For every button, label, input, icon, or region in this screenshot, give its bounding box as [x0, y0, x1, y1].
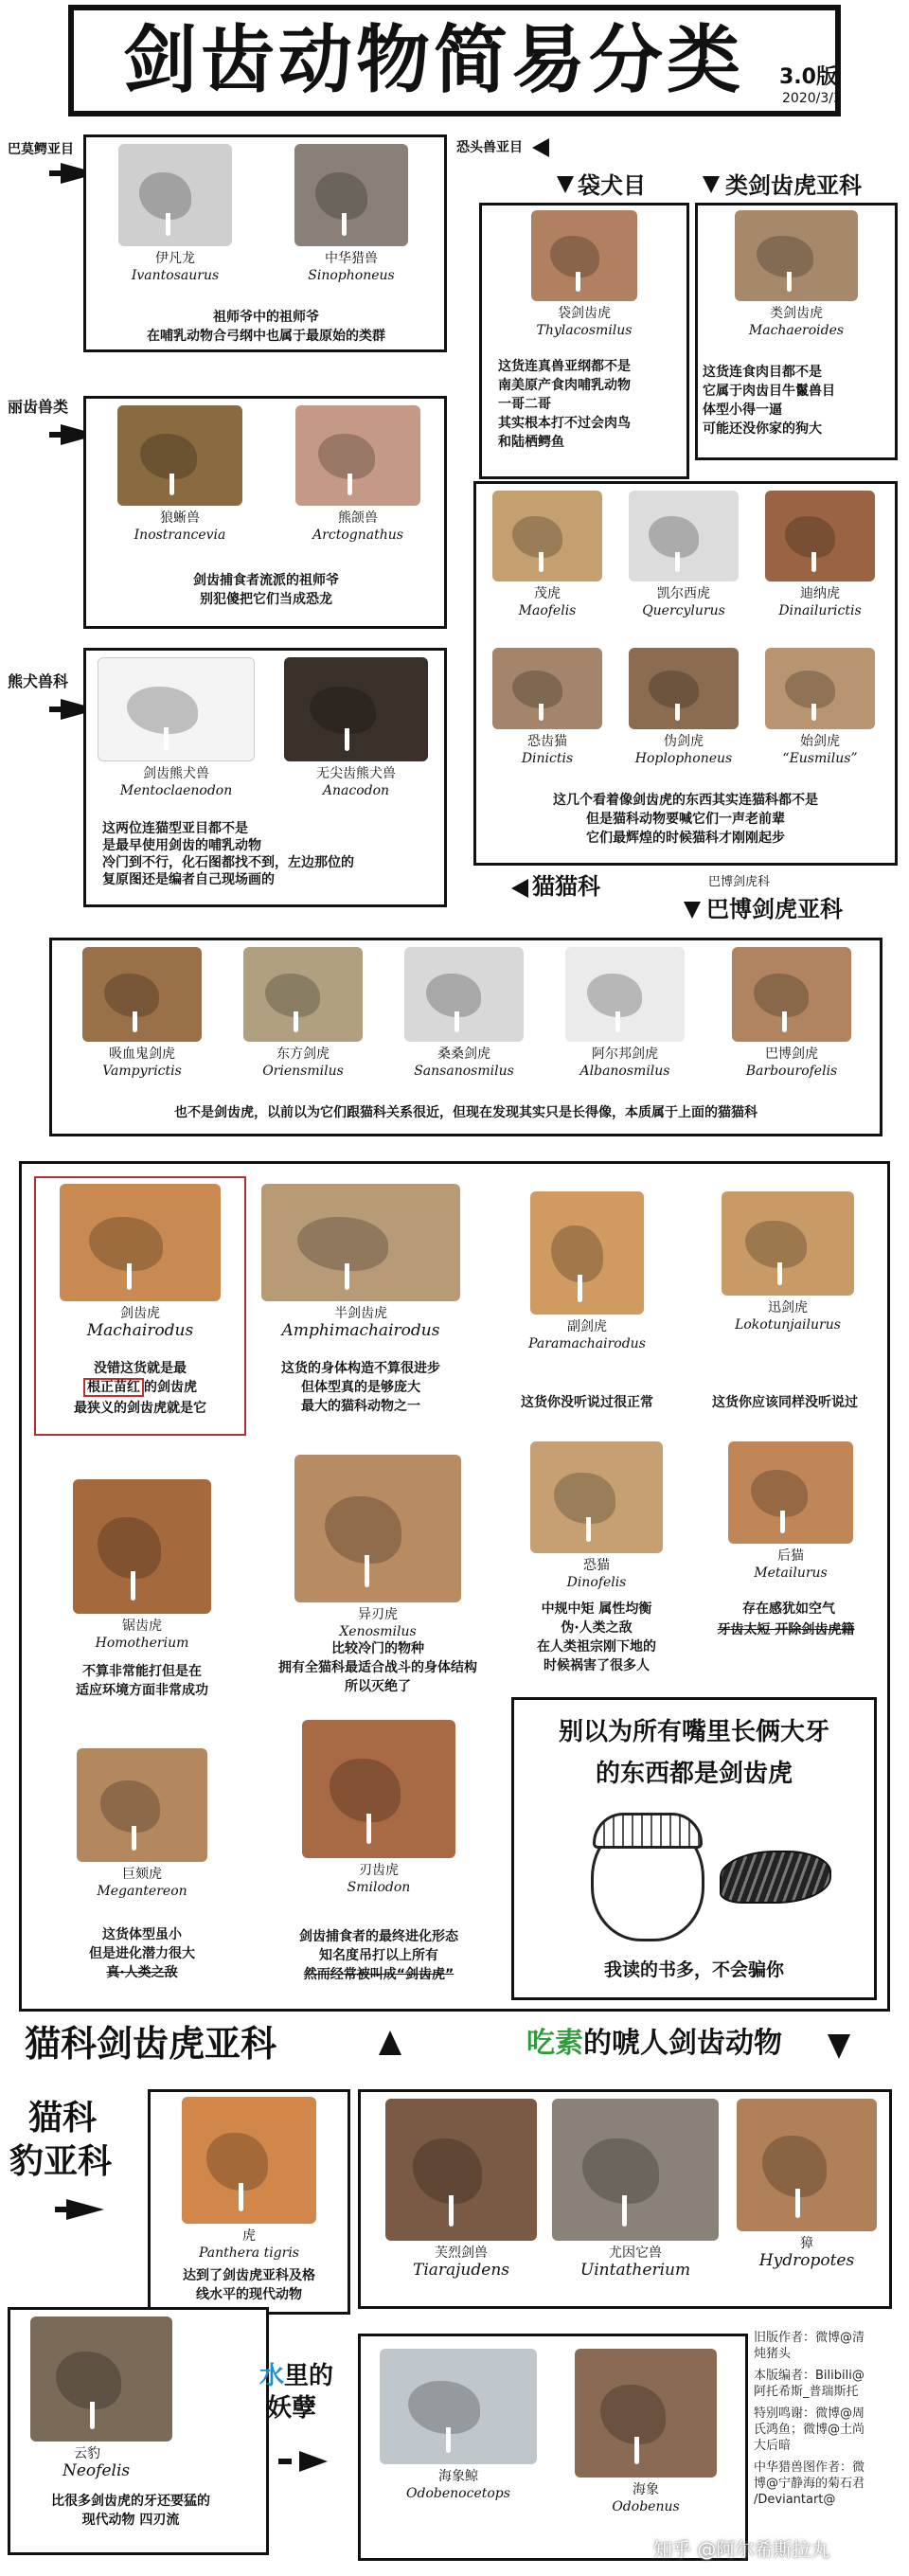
mega-note-3: 真·人类之敌	[106, 1965, 178, 1980]
card-machaeroides	[701, 210, 892, 339]
hydropotes-image	[737, 2099, 877, 2231]
inostrancevia-cn: 狼蜥兽	[160, 510, 200, 526]
homotherium-latin: Homotherium	[95, 1636, 189, 1651]
amphi-note-2: 但体型真的是够庞大	[301, 1380, 420, 1395]
card-lokotunjailurus	[693, 1191, 882, 1333]
card-megantereon	[38, 1748, 246, 1900]
dinofelis-latin: Dinofelis	[566, 1575, 627, 1590]
machaeroides-image	[735, 210, 858, 301]
arrow-right-icon	[299, 2451, 328, 2472]
credit-line-2: 炖猪头	[754, 2347, 792, 2361]
card-dinofelis	[511, 1441, 682, 1591]
odobenocetops-image	[380, 2349, 537, 2464]
barbourofelis-image	[732, 947, 851, 1042]
watermark: 知乎 @阿尔希斯拉丸	[653, 2538, 830, 2561]
smilo-note-3: 然而经常被叫成“剑齿虎”	[303, 1967, 454, 1982]
barbourofelis-latin: Barbourofelis	[745, 1064, 838, 1079]
inostrancevia-image	[117, 405, 242, 506]
label-panther-line2: 豹亚科	[9, 2142, 113, 2181]
label-biarmosuchia: 巴莫鳄亚目	[8, 142, 74, 157]
water-rest: 里的	[284, 2362, 334, 2390]
card-neofelis	[11, 2317, 265, 2479]
meme-book-icon	[720, 1851, 831, 1904]
ivantosaurus-cn: 伊凡龙	[155, 251, 195, 266]
thylacosmilus-latin: Thylacosmilus	[536, 323, 633, 338]
tiarajudens-image	[385, 2099, 537, 2241]
meta-note-2: 牙齿太短 开除剑齿虎籍	[717, 1622, 855, 1637]
card-vampyrictis	[66, 947, 218, 1080]
credit-line-8: 中华猎兽图作者：微	[754, 2460, 865, 2475]
tiger-note-1: 达到了剑齿虎亚科及格	[183, 2268, 315, 2283]
dinailurictis-image	[765, 491, 875, 581]
version-label: 3.0版	[779, 65, 837, 89]
machaeroides-latin: Machaeroides	[748, 323, 845, 338]
smilodon-cn: 刃齿虎	[359, 1863, 399, 1878]
card-albanosmilus	[549, 947, 701, 1080]
card-homotherium	[38, 1479, 246, 1652]
neofelis-latin: Neofelis	[62, 2461, 131, 2480]
card-inostrancevia	[104, 405, 256, 544]
arrow-down-icon	[684, 902, 701, 919]
card-tiger	[152, 2097, 347, 2262]
sansanosmilus-cn: 桑桑剑虎	[437, 1046, 490, 1062]
homo-note-2: 适应环境方面非常成功	[76, 1683, 208, 1698]
neofelis-note-1: 比很多剑齿虎的牙还要猛的	[51, 2494, 210, 2509]
credit-line-4: 阿托希斯_普瑞斯托	[754, 2385, 859, 2399]
thylaco-note-1: 这货连真兽亚纲都不是	[498, 359, 631, 374]
machaeroides-cn: 类剑齿虎	[770, 306, 823, 321]
anacodon-cn: 无尖齿熊犬兽	[316, 766, 396, 781]
smilodon-image	[302, 1720, 455, 1858]
card-barbourofelis	[716, 947, 867, 1080]
tiger-cn: 虎	[242, 2228, 256, 2244]
amphimachairodus-image	[261, 1184, 460, 1301]
arrow-up-icon	[379, 2030, 401, 2055]
page-title: 剑齿动物简易分类	[123, 18, 745, 103]
bear-note-1: 这两位连猫型亚目都不是	[102, 821, 248, 836]
barbourofelinae-note: 也不是剑齿虎，以前以为它们跟猫科关系很近，但现在发现其实只是长得像，本质属于上面的猫猫科	[174, 1105, 758, 1120]
arrow-left-icon	[511, 879, 528, 898]
credit-line-10: /Deviantart@	[754, 2493, 836, 2507]
dinailurictis-cn: 迪纳虎	[800, 586, 840, 601]
albanosmilus-cn: 阿尔邦剑虎	[592, 1046, 658, 1062]
card-machairodus	[38, 1184, 242, 1339]
tiger-image	[182, 2097, 316, 2224]
card-odobenocetops	[365, 2349, 551, 2502]
label-water	[259, 2362, 333, 2390]
odobenus-cn: 海象	[633, 2482, 659, 2497]
card-arctognathus	[282, 405, 434, 544]
machaero-note-4: 可能还没你家的狗大	[703, 421, 822, 437]
mentoclaenodon-latin: Mentoclaenodon	[119, 783, 233, 798]
meme-text-2: 的东西都是剑齿虎	[595, 1760, 793, 1788]
dinofelis-image	[530, 1441, 663, 1553]
credit-line-1: 旧版作者：微博@清	[754, 2331, 865, 2345]
smilo-note-1: 剑齿捕食者的最终进化形态	[299, 1929, 458, 1944]
bear-note-4: 复原图还是编者自己现场画的	[102, 872, 275, 887]
machairodus-note-3: 最狭义的剑齿虎就是它	[74, 1401, 206, 1416]
quercylurus-cn: 凯尔西虎	[657, 586, 710, 601]
neofelis-cn: 云豹	[74, 2446, 100, 2461]
thylaco-note-4: 其实根本打不过会肉鸟	[498, 416, 631, 431]
card-mentoclaenodon	[91, 657, 261, 799]
nimravid-note-2: 但是猫科动物要喊它们一声老前辈	[586, 812, 785, 827]
therapsid-note-2: 在哺乳动物合弓纲中也属于最原始的类群	[147, 329, 385, 344]
arrow-right-icon	[66, 2199, 104, 2220]
label-herbivore	[526, 2027, 782, 2061]
card-hydropotes	[729, 2099, 884, 2269]
vampyrictis-image	[82, 947, 202, 1042]
card-sinophoneus	[271, 144, 432, 284]
mega-note-1: 这货体型虽小	[102, 1927, 182, 1942]
sinophoneus-cn: 中华猎兽	[325, 251, 378, 266]
card-smilodon	[265, 1720, 492, 1896]
dinictis-cn: 恐齿猫	[527, 734, 567, 749]
quercylurus-latin: Quercylurus	[642, 603, 725, 618]
credit-line-6: 氏鸿鱼；微博@土尚	[754, 2423, 865, 2437]
uintatherium-latin: Uintatherium	[579, 2261, 691, 2280]
dino-note-4: 时候祸害了很多人	[544, 1658, 650, 1673]
amphimachairodus-cn: 半剑齿虎	[334, 1306, 387, 1321]
card-dinictis	[481, 648, 614, 767]
albanosmilus-image	[565, 947, 685, 1042]
hoplophoneus-image	[629, 648, 739, 729]
card-metailurus	[701, 1441, 881, 1582]
card-oriensmilus	[227, 947, 379, 1080]
card-amphimachairodus	[252, 1184, 470, 1339]
uintatherium-cn: 尤因它兽	[609, 2245, 662, 2261]
meme-cap-icon	[593, 1813, 703, 1849]
card-quercylurus	[617, 491, 750, 619]
arctognathus-image	[295, 405, 420, 506]
eusmilus-image	[765, 648, 875, 729]
xeno-note-1: 比较冷门的物种	[331, 1641, 424, 1656]
herbivore-highlight: 吃素	[526, 2027, 583, 2060]
label-cat: 猫猫科	[532, 873, 600, 900]
amphi-note-1: 这货的身体构造不算很进步	[281, 1361, 440, 1376]
card-hoplophoneus	[617, 648, 750, 767]
xeno-note-2: 拥有全猫科最适合战斗的身体结构	[278, 1660, 477, 1675]
arctognathus-latin: Arctognathus	[312, 528, 403, 543]
sinophoneus-latin: Sinophoneus	[308, 268, 395, 283]
xenosmilus-cn: 异刃虎	[358, 1607, 398, 1622]
dino-note-1: 中规中矩 属性均衡	[541, 1601, 652, 1617]
credit-line-7: 大后暗	[754, 2439, 792, 2453]
neofelis-image	[30, 2317, 172, 2442]
ivantosaurus-latin: Ivantosaurus	[131, 268, 220, 283]
card-sansanosmilus	[388, 947, 540, 1080]
arrow-left-icon	[532, 138, 549, 157]
card-thylacosmilus	[485, 210, 684, 339]
meta-note-1: 存在感犹如空气	[742, 1601, 835, 1617]
xenosmilus-image	[294, 1455, 461, 1602]
machaero-note-3: 体型小得一逼	[703, 402, 782, 418]
thylacosmilus-cn: 袋剑齿虎	[558, 306, 611, 321]
machairodus-note-1: 没错这货就是最	[94, 1361, 187, 1376]
xeno-note-3: 所以灭绝了	[345, 1679, 411, 1694]
megantereon-image	[77, 1748, 207, 1862]
label-barbourofelinae-small: 巴博剑虎科	[708, 875, 771, 889]
machairodus-note-2b: 的剑齿虎	[144, 1380, 197, 1395]
paramachairodus-latin: Paramachairodus	[528, 1336, 646, 1351]
odobenus-image	[575, 2349, 717, 2478]
bear-note-3: 冷门到不行，化石图都找不到，左边那位的	[102, 855, 354, 870]
card-maofelis	[481, 491, 614, 619]
tiger-latin: Panthera tigris	[199, 2245, 299, 2261]
thylacosmilus-image	[531, 210, 637, 301]
vampyrictis-cn: 吸血鬼剑虎	[109, 1046, 175, 1062]
machairodus-highlight-text: 根正苗红	[83, 1378, 144, 1397]
megantereon-latin: Megantereon	[97, 1884, 187, 1899]
label-dinocephalia: 恐头兽亚目	[456, 140, 523, 155]
eusmilus-cn: 始剑虎	[800, 734, 840, 749]
neofelis-note-2: 现代动物 四刃流	[81, 2513, 180, 2528]
sansanosmilus-latin: Sansanosmilus	[414, 1064, 514, 1079]
thylaco-note-3: 一哥二哥	[498, 397, 551, 412]
therapsid-note-1: 祖师爷中的祖师爷	[213, 310, 319, 325]
dino-note-2: 伪·人类之敌	[561, 1620, 633, 1636]
arrow-down-icon	[557, 176, 574, 193]
label-gorgonopsia: 丽齿兽类	[8, 398, 69, 416]
card-uintatherium	[545, 2099, 725, 2279]
amphi-note-3: 最大的猫科动物之一	[301, 1399, 420, 1414]
hoplophoneus-cn: 伪剑虎	[664, 734, 704, 749]
lokotunjailurus-image	[722, 1191, 854, 1296]
card-ivantosaurus	[95, 144, 256, 284]
label-panther-line1: 猫科	[28, 2099, 98, 2138]
bear-note-2: 是最早使用剑齿的哺乳动物	[102, 838, 261, 853]
barbourofelis-cn: 巴博剑虎	[765, 1046, 818, 1062]
dinictis-latin: Dinictis	[521, 751, 574, 766]
smilodon-latin: Smilodon	[347, 1880, 411, 1895]
label-barbourofelinae: 巴博剑虎亚科	[706, 896, 843, 922]
smilo-note-2: 知名度吊打以上所有	[319, 1948, 438, 1963]
metailurus-cn: 后猫	[777, 1548, 804, 1564]
metailurus-latin: Metailurus	[754, 1565, 828, 1581]
credit-line-9: 博@宁静海的菊石君	[754, 2477, 865, 2491]
gorgon-note-1: 剑齿捕食者流派的祖师爷	[193, 573, 339, 588]
dino-note-3: 在人类祖宗刚下地的	[537, 1639, 656, 1655]
hydropotes-latin: Hydropotes	[758, 2251, 855, 2270]
ivantosaurus-image	[118, 144, 232, 246]
credit-line-3: 本版编者：Bilibili@	[754, 2369, 864, 2383]
card-eusmilus	[754, 648, 886, 767]
megantereon-cn: 巨颏虎	[122, 1867, 162, 1882]
loko-note: 这货你应该同样没听说过	[712, 1395, 858, 1410]
nimravid-note-3: 它们最辉煌的时候猫科才刚刚起步	[586, 831, 785, 846]
lokotunjailurus-cn: 迅剑虎	[768, 1300, 808, 1315]
oriensmilus-latin: Oriensmilus	[262, 1064, 344, 1079]
card-tiarajudens	[371, 2099, 551, 2279]
lokotunjailurus-latin: Lokotunjailurus	[735, 1317, 841, 1333]
anacodon-latin: Anacodon	[322, 783, 390, 798]
maofelis-latin: Maofelis	[518, 603, 577, 618]
vampyrictis-latin: Vampyrictis	[102, 1064, 182, 1079]
paramachairodus-cn: 副剑虎	[567, 1319, 607, 1334]
dinofelis-cn: 恐猫	[583, 1558, 610, 1573]
card-odobenus	[553, 2349, 739, 2515]
homo-note-1: 不算非常能打但是在	[82, 1664, 202, 1679]
maofelis-image	[492, 491, 602, 581]
machaero-note-1: 这货连食肉目都不是	[703, 365, 822, 380]
inostrancevia-latin: Inostrancevia	[134, 528, 226, 543]
odobenocetops-latin: Odobenocetops	[406, 2486, 510, 2501]
homotherium-image	[73, 1479, 211, 1614]
machaero-note-2: 它属于肉齿目牛鬣兽目	[703, 384, 835, 399]
meme-text-1: 别以为所有嘴里长俩大牙	[558, 1718, 829, 1746]
oriensmilus-image	[243, 947, 363, 1042]
metailurus-image	[728, 1441, 853, 1544]
machairodus-cn: 剑齿虎	[120, 1306, 160, 1321]
card-anacodon	[271, 657, 441, 799]
sinophoneus-image	[294, 144, 408, 246]
mega-note-2: 但是进化潜力很大	[89, 1946, 195, 1961]
credit-line-5: 特别鸣谢：微博@周	[754, 2406, 865, 2421]
eusmilus-latin: “Eusmilus”	[782, 751, 858, 766]
quercylurus-image	[629, 491, 739, 581]
tiarajudens-latin: Tiarajudens	[412, 2261, 509, 2280]
dinictis-image	[492, 648, 602, 729]
tiger-note-2: 线水平的现代动物	[196, 2287, 302, 2302]
arrow-down-icon	[828, 2034, 850, 2059]
thylaco-note-5: 和陆栖鳄鱼	[498, 435, 564, 450]
anacodon-image	[284, 657, 428, 761]
mentoclaenodon-cn: 剑齿熊犬兽	[143, 766, 209, 781]
albanosmilus-latin: Albanosmilus	[579, 1064, 670, 1079]
machairodus-note-2	[38, 1379, 242, 1396]
paramachairodus-image	[530, 1191, 644, 1315]
xenosmilus-latin: Xenosmilus	[339, 1624, 417, 1639]
nimravid-note-1: 这几个看着像剑齿虎的东西其实连猫科都不是	[553, 793, 818, 808]
meme-text-3: 我读的书多，不会骗你	[603, 1959, 784, 1980]
card-dinailurictis	[754, 491, 886, 619]
tiarajudens-cn: 芙烈剑兽	[435, 2245, 488, 2261]
thylaco-note-2: 南美原产食肉哺乳动物	[498, 378, 631, 393]
para-note: 这货你没听说过很正常	[521, 1395, 653, 1410]
arctognathus-cn: 熊颌兽	[338, 510, 378, 526]
herbivore-rest: 的唬人剑齿动物	[583, 2027, 782, 2060]
machairodus-image	[60, 1184, 221, 1301]
amphimachairodus-latin: Amphimachairodus	[281, 1321, 440, 1340]
label-nimravid-family: 熊犬兽科	[8, 672, 69, 690]
odobenus-latin: Odobenus	[612, 2499, 680, 2514]
arrow-down-icon	[703, 176, 720, 193]
odobenocetops-cn: 海象鲸	[438, 2469, 478, 2484]
sansanosmilus-image	[404, 947, 524, 1042]
hoplophoneus-latin: Hoplophoneus	[634, 751, 733, 766]
dinailurictis-latin: Dinailurictis	[778, 603, 862, 618]
machairodus-latin: Machairodus	[86, 1321, 194, 1340]
mentoclaenodon-image	[98, 657, 255, 761]
label-machaeroid: 类剑齿虎亚科	[725, 172, 862, 199]
maofelis-cn: 茂虎	[534, 586, 561, 601]
label-water-line2: 妖孽	[267, 2394, 317, 2423]
uintatherium-image	[552, 2099, 719, 2241]
water-highlight: 水	[259, 2362, 285, 2390]
gorgon-note-2: 别犯傻把它们当成恐龙	[200, 592, 332, 607]
label-machairodontinae: 猫科剑齿虎亚科	[25, 2023, 277, 2065]
card-xenosmilus	[250, 1455, 506, 1640]
label-marsupial: 袋犬目	[578, 172, 646, 199]
homotherium-cn: 锯齿虎	[122, 1619, 162, 1634]
oriensmilus-cn: 东方剑虎	[276, 1046, 330, 1062]
card-paramachairodus	[502, 1191, 672, 1352]
date-label: 2020/3/3	[782, 91, 842, 106]
hydropotes-cn: 獐	[800, 2236, 813, 2251]
